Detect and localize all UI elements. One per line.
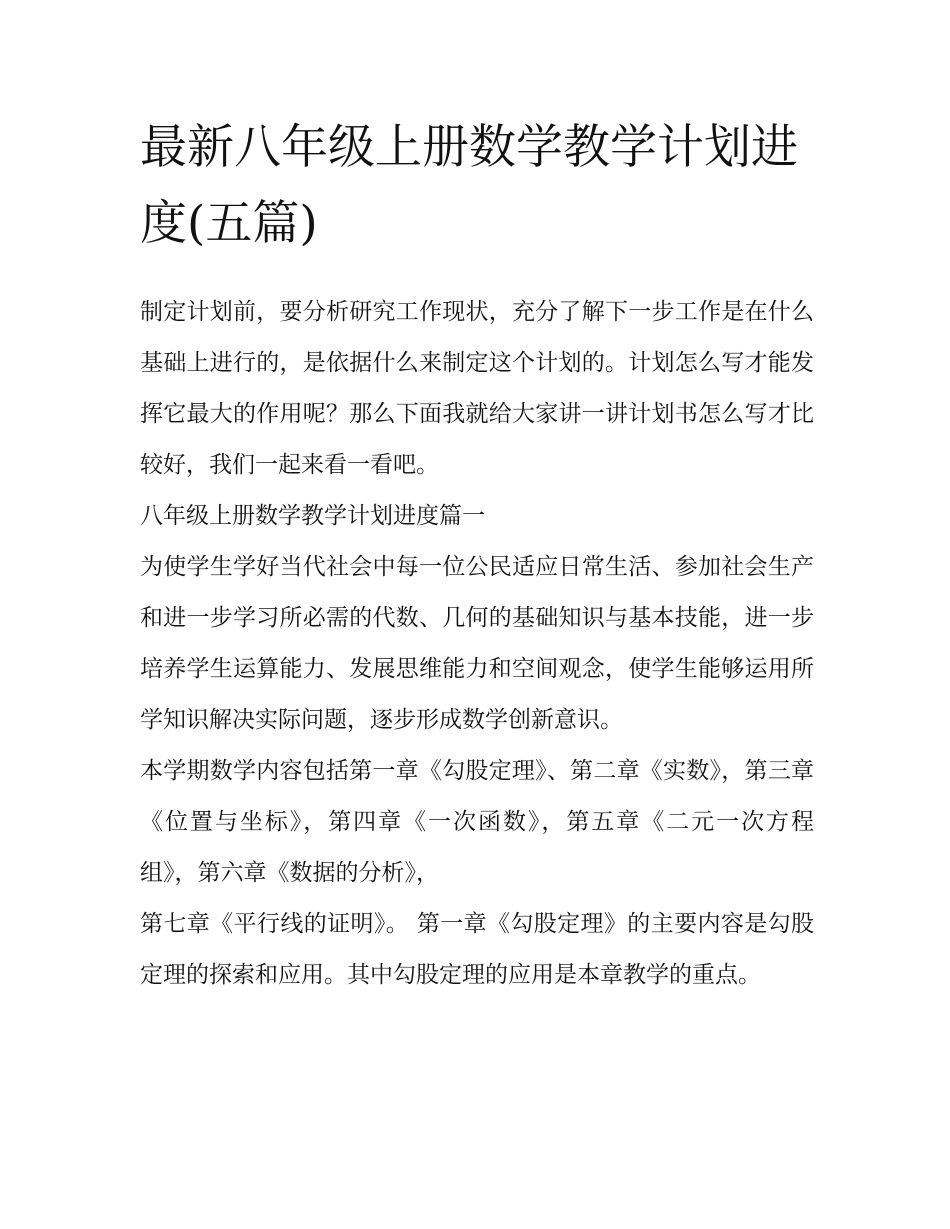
contents-paragraph: 本学期数学内容包括第一章《勾股定理》、第二章《实数》，第三章《位置与坐标》，第四章《一次函数》，第五章《二元一次方程组》，第六章《数据的分析》，	[140, 758, 814, 886]
goals-paragraph: 为使学生学好当代社会中每一位公民适应日常生活、参加社会生产和进一步学习所必需的代数、几何的基础知识与基本技能，进一步培养学生运算能力、发展思维能力和空间观念，使学生能够运用所学知识解决实际问题，逐步形成数学创新意识。	[140, 554, 814, 733]
intro-paragraph: 制定计划前，要分析研究工作现状，充分了解下一步工作是在什么基础上进行的，是依据什么来制定这个计划的。计划怎么写才能发挥它最大的作用呢？那么下面我就给大家讲一讲计划书怎么写才比较好，我们一起来看一看吧。	[140, 299, 814, 478]
document-body	[140, 110, 814, 1001]
chapter-paragraph: 第七章《平行线的证明》。 第一章《勾股定理》的主要内容是勾股定理的探索和应用。其中勾股定理的应用是本章教学的重点。	[140, 911, 814, 988]
section-heading: 八年级上册数学教学计划进度篇一	[140, 503, 485, 529]
document-title: 最新八年级上册数学教学计划进度(五篇)	[140, 120, 798, 251]
